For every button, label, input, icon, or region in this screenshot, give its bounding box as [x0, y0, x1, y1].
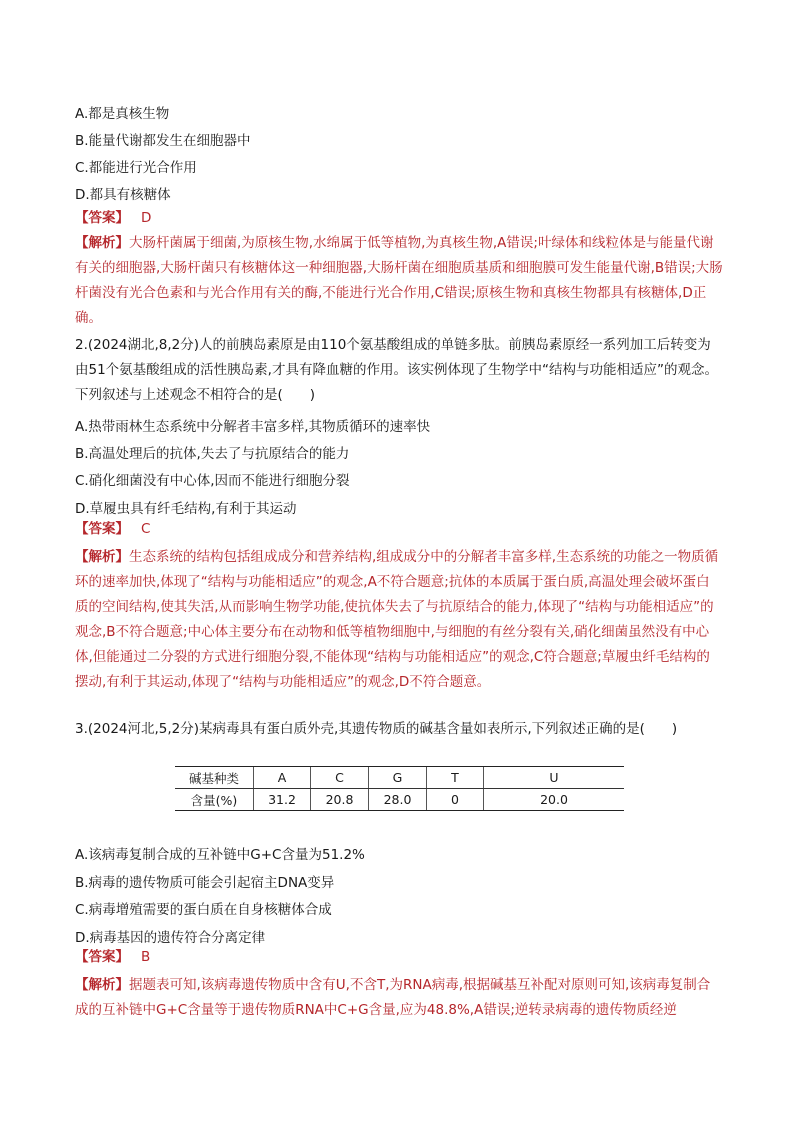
table-data-row [175, 789, 624, 811]
q2-option-a: A.热带雨林生态系统中分解者丰富多样,其物质循环的速率快 [75, 419, 431, 435]
q3-option-d: D.病毒基因的遗传符合分离定律 [75, 930, 266, 946]
q2-option-b: B.高温处理后的抗体,失去了与抗原结合的能力 [75, 446, 350, 462]
answer-value: B [141, 949, 151, 965]
q2-option-c: C.硝化细菌没有中心体,因而不能进行细胞分裂 [75, 473, 350, 489]
q1-option-b: B.能量代谢都发生在细胞器中 [75, 133, 251, 149]
answer-value: D [141, 210, 152, 226]
q2-answer [75, 519, 150, 539]
table-cell: 20.0 [484, 789, 625, 811]
answer-label: 【答案】 [75, 210, 129, 226]
table-header-row [175, 767, 624, 789]
q2-stem: 2.(2024湖北,8,2分)人的前胰岛素原是由110个氨基酸组成的单链多肽。前胰岛素原经一系列加工后转变为由51个氨基酸组成的活性胰岛素,才具有降血糖的作用。该实例体现了生物学中“结构与功能相适应”的观念。下列叙述与上述观念不相符合的是( ) [75, 337, 718, 403]
q2-analysis [75, 545, 723, 695]
table-cell: C [311, 767, 369, 789]
answer-value: C [141, 521, 151, 537]
table-cell: A [254, 767, 311, 789]
q3-answer [75, 947, 150, 967]
table-cell: 含量(%) [175, 789, 254, 811]
analysis-text: 据题表可知,该病毒遗传物质中含有U,不含T,为RNA病毒,根据碱基互补配对原则可知,该病毒复制合成的互补链中G+C含量等于遗传物质RNA中C+G含量,应为48.8%,A错误;逆转录病毒的遗传物质经逆 [75, 977, 711, 1018]
analysis-label: 【解析】 [75, 977, 129, 993]
q3-option-a: A.该病毒复制合成的互补链中G+C含量为51.2% [75, 847, 365, 863]
table-cell: G [369, 767, 427, 789]
analysis-label: 【解析】 [75, 235, 129, 251]
answer-label: 【答案】 [75, 949, 129, 965]
analysis-text: 生态系统的结构包括组成成分和营养结构,组成成分中的分解者丰富多样,生态系统的功能之一物质循环的速率加快,体现了“结构与功能相适应”的观念,A不符合题意;抗体的本质属于蛋白质,高温处理会破坏蛋白质的空间结构,使其失活,从而影响生物学功能,使抗体失去了与抗原结合的能力,体现了“结构与功能相适应”的观念,B不符合题意;中心体主要分布在动物和低等植物细胞中,与细胞的有丝分裂有关,硝化细菌虽然没有中心体,但能通过二分裂的方式进行细胞分裂,不能体现“结构与功能相适应”的观念,C符合题意;草履虫纤毛结构的摆动,有利于其运动,体现了“结构与功能相适应”的观念,D不符合题意。 [75, 549, 719, 690]
table-cell: 28.0 [369, 789, 427, 811]
q3-option-c: C.病毒增殖需要的蛋白质在自身核糖体合成 [75, 902, 332, 918]
analysis-text: 大肠杆菌属于细菌,为原核生物,水绵属于低等植物,为真核生物,A错误;叶绿体和线粒体是与能量代谢有关的细胞器,大肠杆菌只有核糖体这一种细胞器,大肠杆菌在细胞质基质和细胞膜可发生能量代谢,B错误;大肠杆菌没有光合色素和与光合作用有关的酶,不能进行光合作用,C错误;原核生物和真核生物都具有核糖体,D正确。 [75, 235, 723, 326]
q1-analysis [75, 231, 723, 331]
q2-option-d: D.草履虫具有纤毛结构,有利于其运动 [75, 501, 297, 517]
table-cell: U [484, 767, 625, 789]
table-cell: 20.8 [311, 789, 369, 811]
table-cell: 0 [427, 789, 484, 811]
q1-option-d: D.都具有核糖体 [75, 187, 171, 203]
q3-analysis [75, 973, 723, 1023]
table-cell: 碱基种类 [175, 767, 254, 789]
analysis-label: 【解析】 [75, 549, 129, 565]
q1-option-a: A.都是真核生物 [75, 106, 170, 122]
answer-label: 【答案】 [75, 521, 129, 537]
q1-option-c: C.都能进行光合作用 [75, 160, 197, 176]
q1-answer [75, 208, 151, 228]
table-cell: T [427, 767, 484, 789]
q3-option-b: B.病毒的遗传物质可能会引起宿主DNA变异 [75, 875, 335, 891]
q3-stem: 3.(2024河北,5,2分)某病毒具有蛋白质外壳,其遗传物质的碱基含量如表所示,下列叙述正确的是( ) [75, 721, 678, 737]
table-cell: 31.2 [254, 789, 311, 811]
base-content-table [175, 766, 624, 811]
